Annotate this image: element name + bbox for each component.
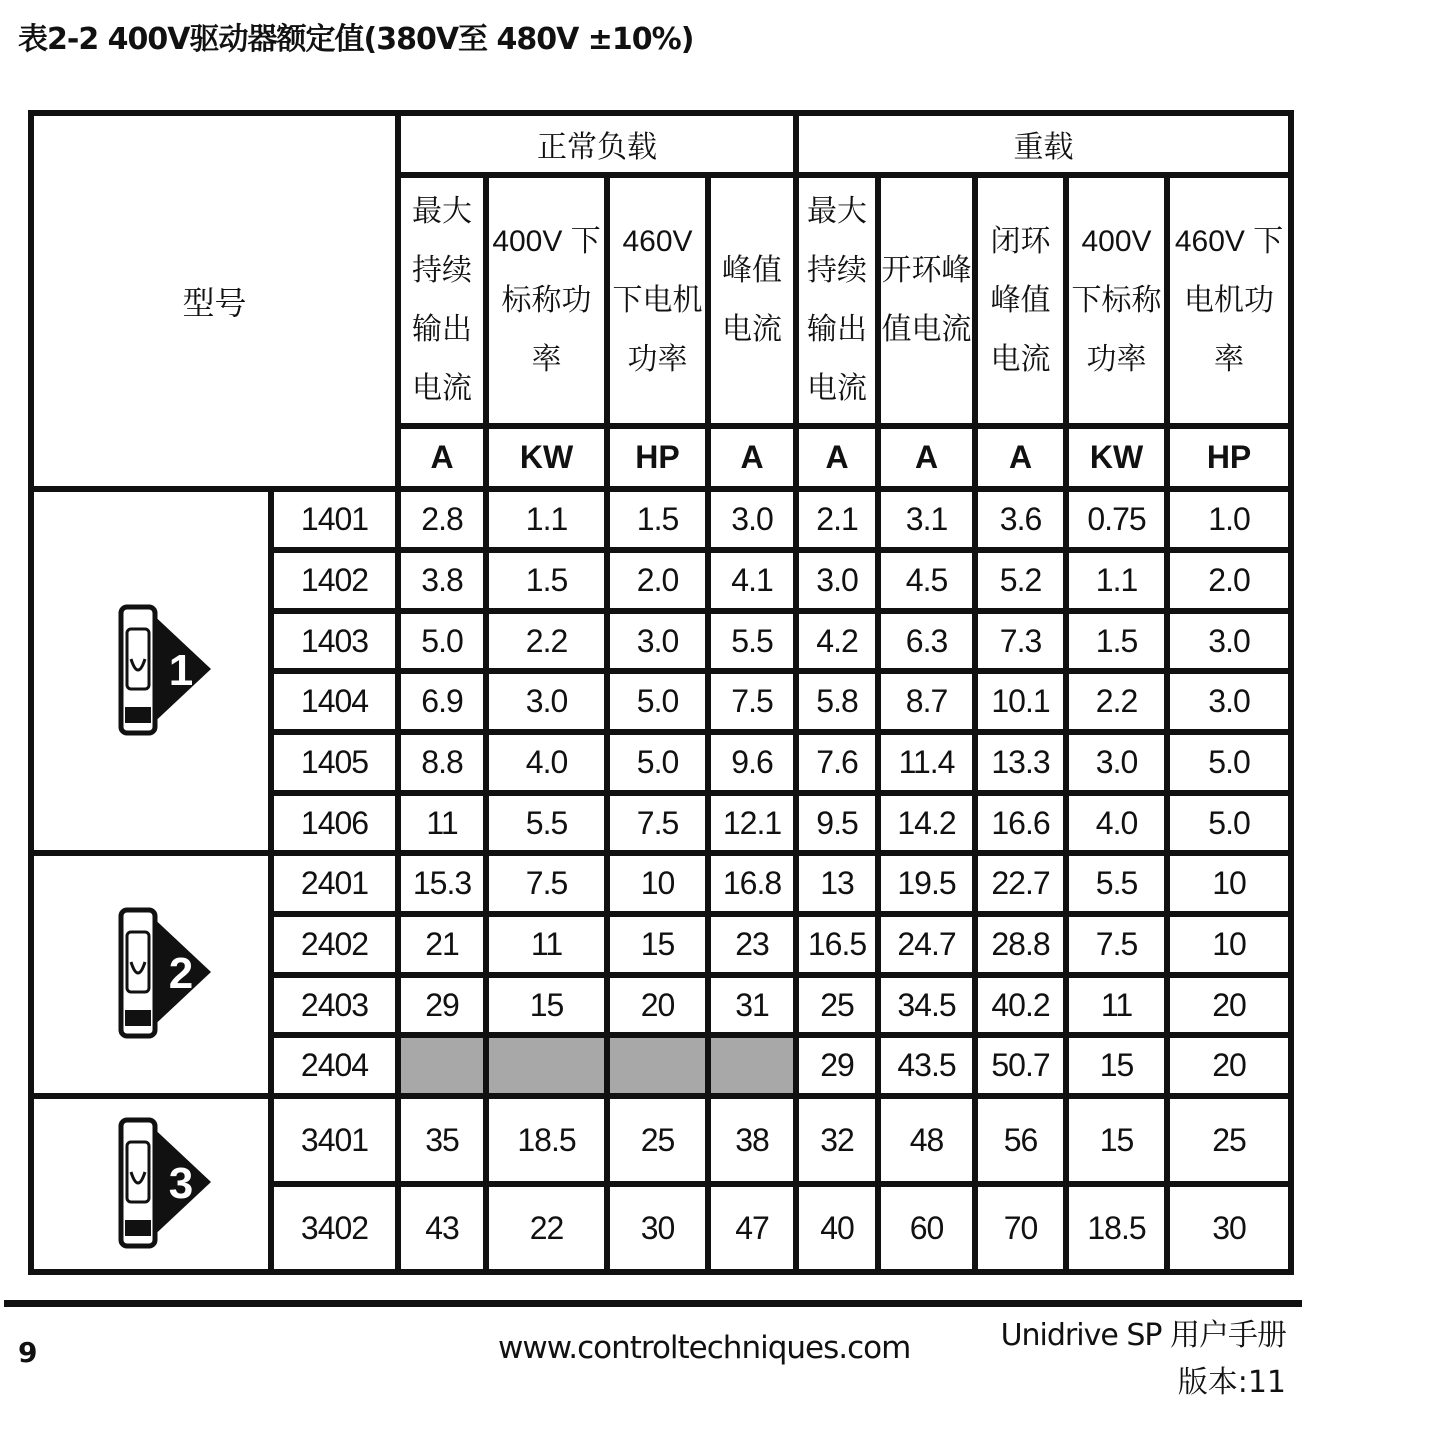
value-cell: 35 xyxy=(398,1096,486,1184)
value-cell: 20 xyxy=(607,975,708,1036)
value-cell: 14.2 xyxy=(878,793,975,854)
value-cell: 22 xyxy=(486,1184,607,1272)
value-cell: 70 xyxy=(975,1184,1066,1272)
value-cell: 4.0 xyxy=(486,732,607,793)
value-cell: 1.5 xyxy=(1066,611,1167,672)
column-header-heavy: 开环峰值电流 xyxy=(878,175,975,426)
frame-number: 1 xyxy=(168,645,194,695)
value-cell: 5.0 xyxy=(1167,793,1291,854)
unit-header: KW xyxy=(1066,426,1167,490)
value-cell: 15 xyxy=(486,975,607,1036)
group-heavy-load: 重载 xyxy=(796,113,1291,175)
value-cell: 34.5 xyxy=(878,975,975,1036)
value-cell: 23 xyxy=(708,914,796,975)
value-cell: 7.5 xyxy=(708,671,796,732)
value-cell: 6.9 xyxy=(398,671,486,732)
column-header-heavy: 闭环峰值电流 xyxy=(975,175,1066,426)
value-cell: 2.0 xyxy=(1167,550,1291,611)
value-cell: 2.8 xyxy=(398,489,486,550)
value-cell: 9.6 xyxy=(708,732,796,793)
value-cell: 22.7 xyxy=(975,853,1066,914)
value-cell: 30 xyxy=(607,1184,708,1272)
value-cell: 3.0 xyxy=(708,489,796,550)
value-cell: 11.4 xyxy=(878,732,975,793)
value-cell: 24.7 xyxy=(878,914,975,975)
value-cell: 10 xyxy=(1167,914,1291,975)
column-header-heavy: 最大持续输出电流 xyxy=(796,175,878,426)
model-cell: 2404 xyxy=(271,1035,398,1096)
value-cell: 8.8 xyxy=(398,732,486,793)
value-cell: 48 xyxy=(878,1096,975,1184)
value-cell: 5.2 xyxy=(975,550,1066,611)
model-cell: 1405 xyxy=(271,732,398,793)
value-cell: 31 xyxy=(708,975,796,1036)
table-row xyxy=(31,853,1291,914)
model-cell: 2401 xyxy=(271,853,398,914)
model-cell: 1406 xyxy=(271,793,398,854)
value-cell: 5.8 xyxy=(796,671,878,732)
footer-url[interactable]: www.controltechniques.com xyxy=(498,1330,911,1366)
value-cell: 10 xyxy=(1167,853,1291,914)
value-cell: 4.5 xyxy=(878,550,975,611)
manual-version: 版本:11 xyxy=(1177,1365,1286,1400)
value-cell: 3.0 xyxy=(1066,732,1167,793)
value-cell: 9.5 xyxy=(796,793,878,854)
value-cell: 25 xyxy=(796,975,878,1036)
value-cell: 1.0 xyxy=(1167,489,1291,550)
empty-cell xyxy=(398,1035,486,1096)
value-cell: 60 xyxy=(878,1184,975,1272)
model-cell: 1402 xyxy=(271,550,398,611)
value-cell: 3.0 xyxy=(796,550,878,611)
frame-number: 2 xyxy=(168,949,194,999)
frame-size-cell xyxy=(31,853,271,1096)
value-cell: 4.0 xyxy=(1066,793,1167,854)
unit-header: KW xyxy=(486,426,607,490)
value-cell: 15 xyxy=(1066,1096,1167,1184)
model-header: 型号 xyxy=(31,113,398,489)
value-cell: 1.1 xyxy=(486,489,607,550)
unit-header: A xyxy=(796,426,878,490)
value-cell: 2.0 xyxy=(607,550,708,611)
value-cell: 18.5 xyxy=(1066,1184,1167,1272)
value-cell: 0.75 xyxy=(1066,489,1167,550)
value-cell: 7.6 xyxy=(796,732,878,793)
page-number: 9 xyxy=(18,1336,38,1369)
value-cell: 12.1 xyxy=(708,793,796,854)
value-cell: 25 xyxy=(607,1096,708,1184)
value-cell: 13 xyxy=(796,853,878,914)
value-cell: 16.8 xyxy=(708,853,796,914)
value-cell: 3.0 xyxy=(1167,611,1291,672)
column-header-heavy: 460V 下电机功率 xyxy=(1167,175,1291,426)
model-cell: 3401 xyxy=(271,1096,398,1184)
value-cell: 56 xyxy=(975,1096,1066,1184)
group-normal-load: 正常负载 xyxy=(398,113,796,175)
value-cell: 5.0 xyxy=(607,671,708,732)
value-cell: 20 xyxy=(1167,975,1291,1036)
value-cell: 47 xyxy=(708,1184,796,1272)
value-cell: 3.6 xyxy=(975,489,1066,550)
value-cell: 4.2 xyxy=(796,611,878,672)
value-cell: 13.3 xyxy=(975,732,1066,793)
drive-frame-icon xyxy=(51,589,251,749)
rating-table xyxy=(28,110,1294,1275)
value-cell: 3.0 xyxy=(1167,671,1291,732)
column-header-normal: 460V 下电机功率 xyxy=(607,175,708,426)
value-cell: 5.0 xyxy=(1167,732,1291,793)
frame-size-cell xyxy=(31,489,271,853)
table-title: 表2-2 400V驱动器额定值(380V至 480V ±10%) xyxy=(18,22,694,57)
table-row xyxy=(31,1096,1291,1184)
value-cell: 2.2 xyxy=(1066,671,1167,732)
value-cell: 15 xyxy=(1066,1035,1167,1096)
model-cell: 1403 xyxy=(271,611,398,672)
value-cell: 1.1 xyxy=(1066,550,1167,611)
unit-header: A xyxy=(708,426,796,490)
drive-frame-icon xyxy=(51,1102,251,1262)
value-cell: 16.6 xyxy=(975,793,1066,854)
value-cell: 25 xyxy=(1167,1096,1291,1184)
value-cell: 15 xyxy=(607,914,708,975)
value-cell: 2.1 xyxy=(796,489,878,550)
unit-header: HP xyxy=(1167,426,1291,490)
model-cell: 2403 xyxy=(271,975,398,1036)
value-cell: 10 xyxy=(607,853,708,914)
model-cell: 1401 xyxy=(271,489,398,550)
unit-header: HP xyxy=(607,426,708,490)
value-cell: 43 xyxy=(398,1184,486,1272)
value-cell: 16.5 xyxy=(796,914,878,975)
value-cell: 1.5 xyxy=(486,550,607,611)
value-cell: 7.5 xyxy=(1066,914,1167,975)
value-cell: 10.1 xyxy=(975,671,1066,732)
unit-header: A xyxy=(975,426,1066,490)
value-cell: 28.8 xyxy=(975,914,1066,975)
manual-name: Unidrive SP 用户手册 xyxy=(1000,1318,1286,1353)
frame-number: 3 xyxy=(168,1158,194,1208)
value-cell: 8.7 xyxy=(878,671,975,732)
value-cell: 5.0 xyxy=(607,732,708,793)
column-header-normal: 峰值电流 xyxy=(708,175,796,426)
value-cell: 19.5 xyxy=(878,853,975,914)
model-cell: 3402 xyxy=(271,1184,398,1272)
value-cell: 32 xyxy=(796,1096,878,1184)
value-cell: 3.0 xyxy=(607,611,708,672)
value-cell: 5.5 xyxy=(1066,853,1167,914)
unit-header: A xyxy=(878,426,975,490)
value-cell: 11 xyxy=(398,793,486,854)
value-cell: 20 xyxy=(1167,1035,1291,1096)
value-cell: 40 xyxy=(796,1184,878,1272)
value-cell: 30 xyxy=(1167,1184,1291,1272)
value-cell: 11 xyxy=(1066,975,1167,1036)
value-cell: 40.2 xyxy=(975,975,1066,1036)
value-cell: 11 xyxy=(486,914,607,975)
empty-cell xyxy=(486,1035,607,1096)
value-cell: 2.2 xyxy=(486,611,607,672)
column-header-normal: 400V 下标称功率 xyxy=(486,175,607,426)
drive-frame-icon xyxy=(51,892,251,1052)
frame-size-cell xyxy=(31,1096,271,1272)
value-cell: 21 xyxy=(398,914,486,975)
column-header-normal: 最大持续输出电流 xyxy=(398,175,486,426)
value-cell: 7.5 xyxy=(486,853,607,914)
value-cell: 18.5 xyxy=(486,1096,607,1184)
value-cell: 29 xyxy=(398,975,486,1036)
value-cell: 15.3 xyxy=(398,853,486,914)
value-cell: 29 xyxy=(796,1035,878,1096)
empty-cell xyxy=(607,1035,708,1096)
value-cell: 5.0 xyxy=(398,611,486,672)
value-cell: 4.1 xyxy=(708,550,796,611)
value-cell: 1.5 xyxy=(607,489,708,550)
value-cell: 3.0 xyxy=(486,671,607,732)
value-cell: 7.5 xyxy=(607,793,708,854)
unit-header: A xyxy=(398,426,486,490)
value-cell: 7.3 xyxy=(975,611,1066,672)
value-cell: 3.8 xyxy=(398,550,486,611)
value-cell: 50.7 xyxy=(975,1035,1066,1096)
value-cell: 5.5 xyxy=(708,611,796,672)
value-cell: 5.5 xyxy=(486,793,607,854)
model-cell: 1404 xyxy=(271,671,398,732)
value-cell: 43.5 xyxy=(878,1035,975,1096)
model-cell: 2402 xyxy=(271,914,398,975)
column-header-heavy: 400V 下标称功率 xyxy=(1066,175,1167,426)
footer-rule xyxy=(4,1300,1302,1307)
value-cell: 6.3 xyxy=(878,611,975,672)
empty-cell xyxy=(708,1035,796,1096)
table-row xyxy=(31,489,1291,550)
value-cell: 3.1 xyxy=(878,489,975,550)
value-cell: 38 xyxy=(708,1096,796,1184)
